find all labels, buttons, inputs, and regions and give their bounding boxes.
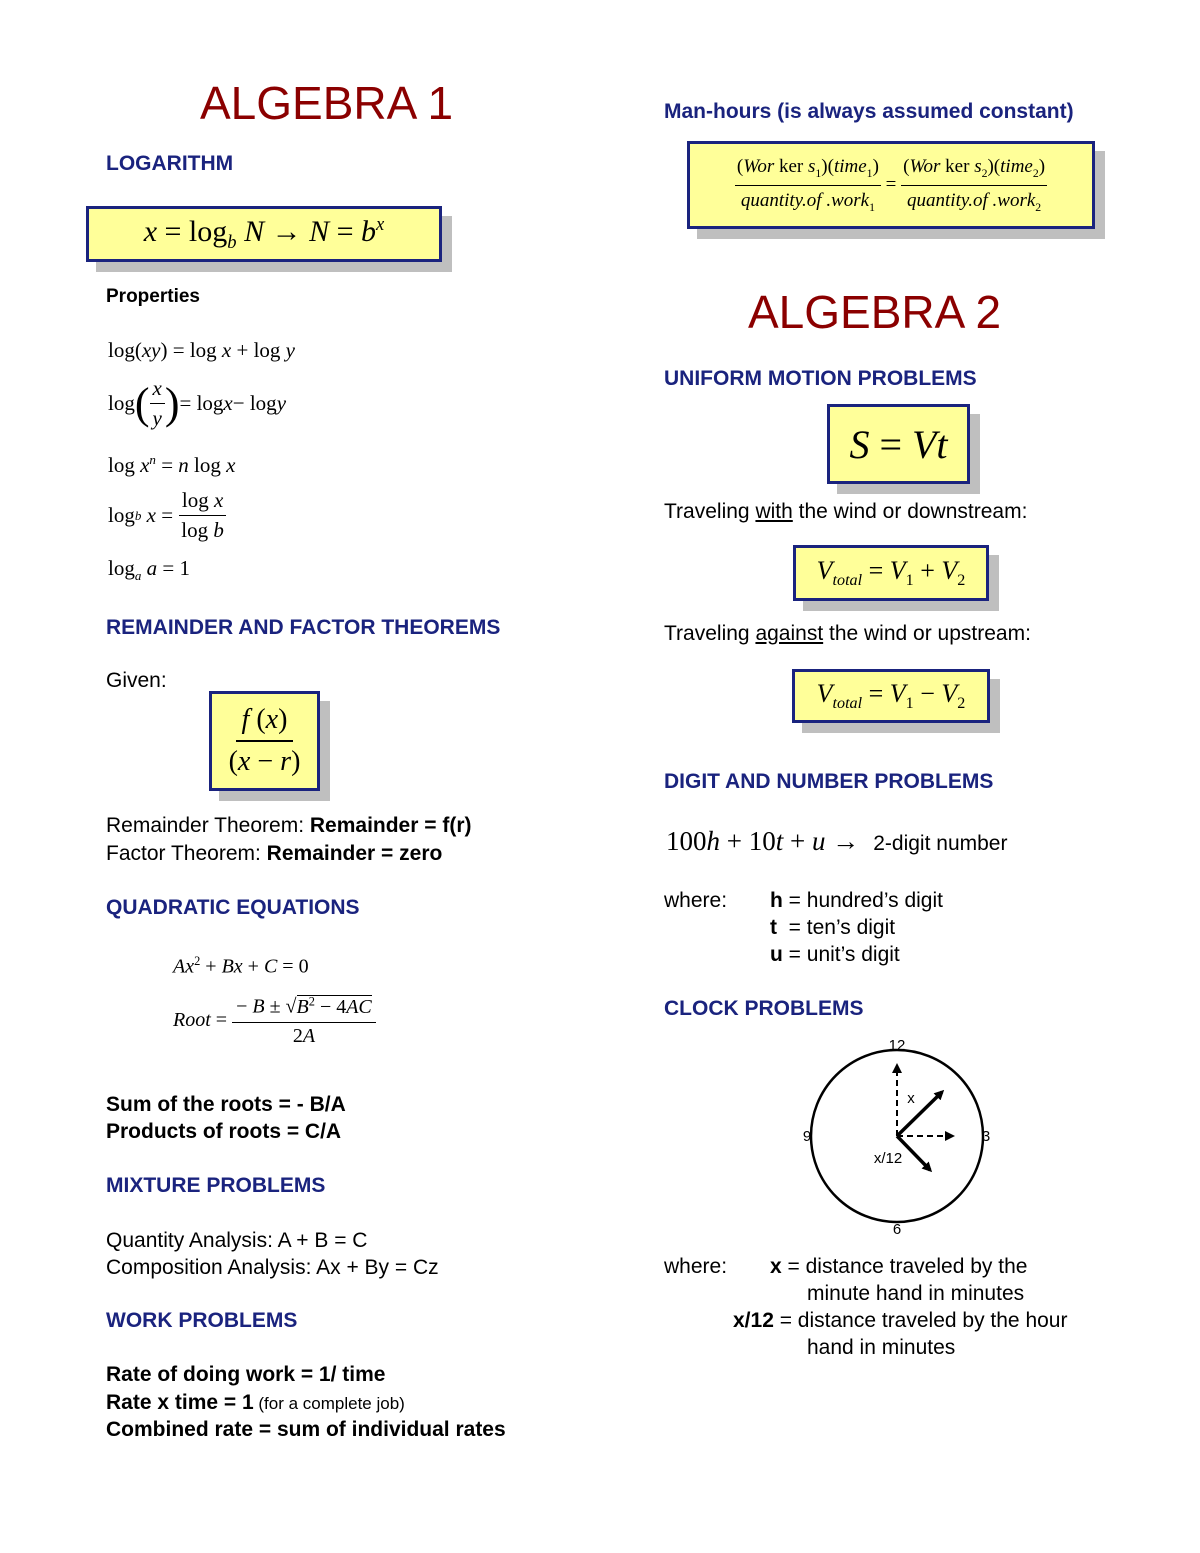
heading-work: WORK PROBLEMS xyxy=(106,1309,298,1332)
clock-x-desc-2: minute hand in minutes xyxy=(807,1282,1025,1305)
digit-where-label: where: xyxy=(664,889,728,912)
given-label: Given: xyxy=(106,669,167,692)
heading-uniform-motion: UNIFORM MOTION PROBLEMS xyxy=(664,367,977,390)
digit-t: t xyxy=(770,916,777,939)
work-rate: Rate of doing work = 1/ time xyxy=(106,1363,386,1386)
traveling-against-post: the wind or upstream: xyxy=(823,622,1031,645)
with-wind-formula-box xyxy=(793,545,989,601)
digit-formula: 100h + 10t + u → xyxy=(666,826,860,856)
clock-x12-desc-2: hand in minutes xyxy=(807,1336,956,1359)
title-algebra-2: ALGEBRA 2 xyxy=(748,286,1002,338)
heading-digit-number: DIGIT AND NUMBER PROBLEMS xyxy=(664,770,994,793)
logarithm-formula-box xyxy=(86,206,442,262)
rate-time-formula: Rate x time = 1 xyxy=(106,1391,254,1414)
property-identity: $\log_a a = 1$ xyxy=(108,556,190,584)
digit-t-def xyxy=(770,914,895,942)
traveling-against-text xyxy=(664,620,1031,648)
title-algebra-1: ALGEBRA 1 xyxy=(200,77,454,129)
logarithm-formula: $x = \log_b N \to N = b^x$ xyxy=(143,214,385,253)
clock-label-3: 3 xyxy=(981,1128,991,1145)
uniform-motion-formula: S = Vt xyxy=(849,421,948,467)
clock-label-12: 12 xyxy=(888,1037,906,1054)
clock-diagram xyxy=(790,1030,1010,1240)
rate-time xyxy=(106,1389,405,1418)
uniform-motion-formula-box xyxy=(827,404,970,484)
property-product: log(xy) = log x + log y xyxy=(108,338,295,362)
heading-mixture: MIXTURE PROBLEMS xyxy=(106,1174,326,1197)
factor-theorem xyxy=(106,840,442,868)
factor-theorem-value: Remainder = zero xyxy=(266,842,443,865)
sum-of-roots: Sum of the roots = - B/A xyxy=(106,1093,346,1116)
digit-formula-row xyxy=(666,826,1007,858)
property-change-base: log b x = $\frac{\text{log x}}{\text{log b}}$ xyxy=(108,488,227,543)
with-wind-formula: $V_{total} = V_1 + V_2$ xyxy=(816,555,966,590)
composition-analysis: Composition Analysis: Ax + By = Cz xyxy=(106,1256,439,1279)
remainder-formula-box xyxy=(209,691,320,791)
clock-x12: x/12 xyxy=(733,1309,774,1332)
digit-h-desc: = hundred’s digit xyxy=(782,889,943,912)
heading-clock: CLOCK PROBLEMS xyxy=(664,997,864,1020)
heading-remainder-factor: REMAINDER AND FACTOR THEOREMS xyxy=(106,616,501,639)
digit-u-desc: = unit’s digit xyxy=(782,943,900,966)
remainder-theorem xyxy=(106,812,472,840)
clock-x-def xyxy=(770,1253,1027,1281)
quantity-analysis: Quantity Analysis: A + B = C xyxy=(106,1229,368,1252)
man-hours-formula-box xyxy=(687,141,1095,229)
properties-label: Properties xyxy=(106,286,200,307)
remainder-theorem-label: Remainder Theorem: xyxy=(106,814,310,837)
remainder-theorem-value: Remainder = f(r) xyxy=(309,814,472,837)
digit-h-def xyxy=(770,887,943,915)
traveling-with-pre: Traveling xyxy=(664,500,756,523)
clock-label-9: 9 xyxy=(802,1128,812,1145)
quadratic-equation: $Ax^2 + Bx + C = 0$ xyxy=(173,954,309,978)
factor-theorem-label: Factor Theorem: xyxy=(106,842,267,865)
property-quotient: log ( $\frac{x}{y}$ ) = log x − log y xyxy=(108,376,287,430)
clock-label-6: 6 xyxy=(892,1221,902,1238)
clock-label-x12: x/12 xyxy=(873,1150,903,1167)
product-of-roots: Products of roots = C/A xyxy=(106,1120,342,1143)
minute-hand xyxy=(897,1092,942,1136)
clock-x: x xyxy=(770,1255,782,1278)
clock-x-desc-1: = distance traveled by the xyxy=(781,1255,1028,1278)
clock-where-label: where: xyxy=(664,1255,728,1278)
clock-label-x: x xyxy=(907,1090,915,1107)
rate-time-note: (for a complete job) xyxy=(253,1394,405,1413)
against-wind-formula-box xyxy=(792,669,990,723)
traveling-with-post: the wind or downstream: xyxy=(792,500,1028,523)
traveling-with-word: with xyxy=(755,500,793,523)
clock-x12-def xyxy=(733,1307,1067,1335)
heading-quadratic: QUADRATIC EQUATIONS xyxy=(106,896,360,919)
traveling-with-text xyxy=(664,498,1027,526)
clock-x12-desc-1: = distance traveled by the hour xyxy=(773,1309,1068,1332)
property-power: $\log x^n = n$ log x xyxy=(108,452,236,477)
traveling-against-word: against xyxy=(755,622,824,645)
digit-u-def xyxy=(770,941,900,969)
quadratic-root: Root = $\frac{- B \pm √B^2 - 4AC}{2A}$ xyxy=(173,994,376,1048)
heading-logarithm: LOGARITHM xyxy=(106,152,234,175)
digit-u: u xyxy=(770,943,783,966)
traveling-against-pre: Traveling xyxy=(664,622,756,645)
digit-formula-note: 2-digit number xyxy=(873,832,1008,855)
heading-man-hours: Man-hours (is always assumed constant) xyxy=(664,100,1074,123)
remainder-formula: $\frac{f (x)}{(x - r)}$ xyxy=(228,704,301,777)
man-hours-formula: $\frac{(Wor ker s_1)(time_1)}{quantity.of .work_1}$ = $\frac{(Wor ker s_2)(time_2)}{quantity.of .work_2}$ xyxy=(736,155,1046,214)
against-wind-formula: $V_{total} = V_1 - V_2$ xyxy=(816,678,966,713)
digit-t-desc: = ten’s digit xyxy=(777,916,896,939)
digit-h: h xyxy=(770,889,783,912)
combined-rate: Combined rate = sum of individual rates xyxy=(106,1418,506,1441)
